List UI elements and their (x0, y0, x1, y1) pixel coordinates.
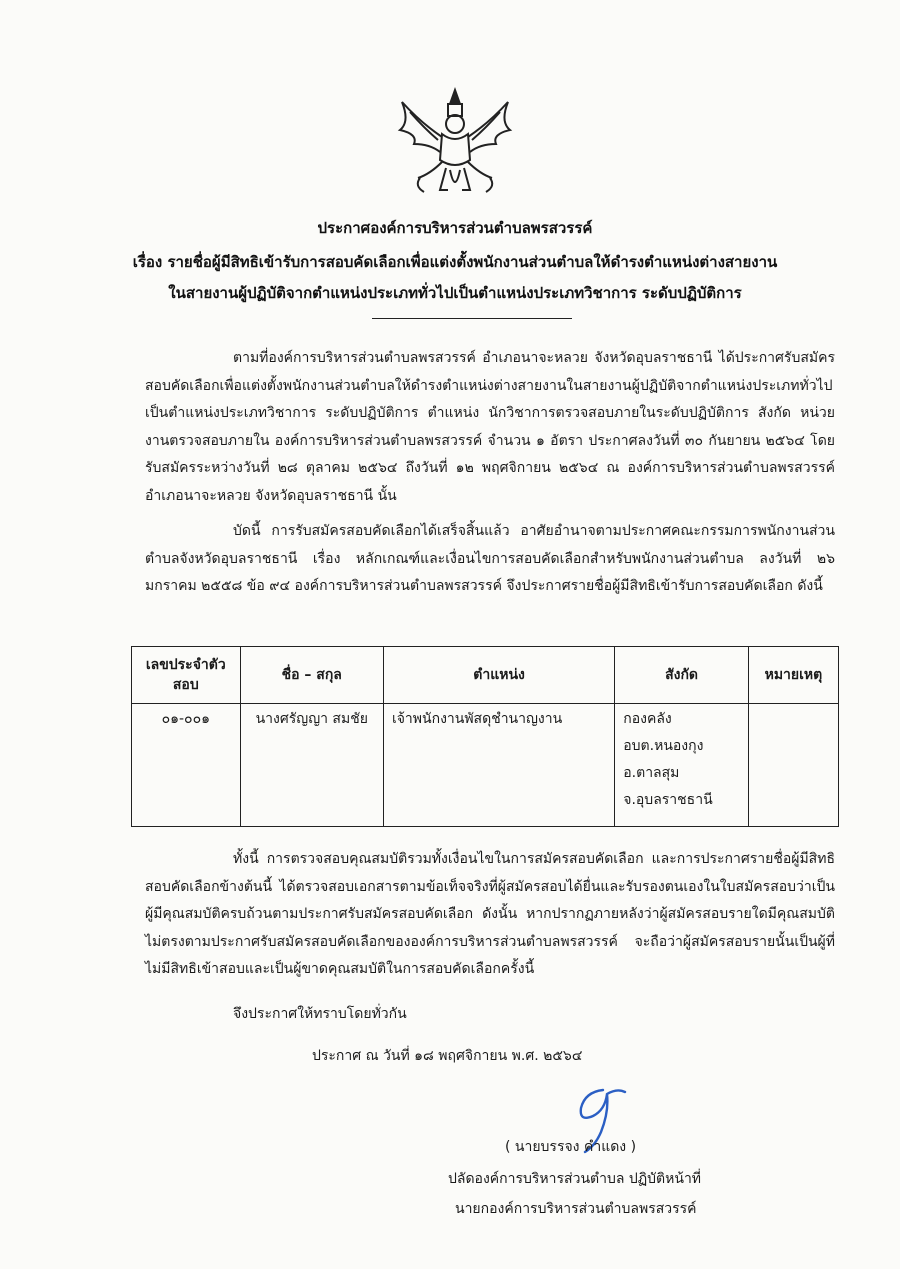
paragraph-conditions (145, 846, 835, 984)
signatory-org-title: นายกองค์การบริหารส่วนตำบลพรสวรรค์ (455, 1201, 697, 1217)
paragraph-announcement-text: บัดนี้ การรับสมัครสอบคัดเลือกได้เสร็จสิ้นแล้ว อาศัยอำนาจตามประกาศคณะกรรมการพนักงานส่วนตำบลจังหวัดอุบลราชธานี เรื่อง หลักเกณฑ์และเงื่อนไขการสอบคัดเลือกสำหรับพนักงานส่วนตำบล ลงวันที่ ๒๖ มกราคม ๒๕๕๘ ข้อ ๙๔ องค์การบริหารส่วนตำบลพรสวรรค์ จึงประกาศรายชื่อผู้มีสิทธิเข้ารับการสอบคัดเลือก ดังนี้ (145, 523, 835, 594)
affiliation-line: อบต.หนองกุง (623, 738, 704, 754)
title-divider (372, 318, 572, 319)
affiliation-line: อ.ตาลสุม (623, 765, 680, 781)
col-header-exam-id: เลขประจำตัวสอบ (132, 647, 241, 704)
cell-position: เจ้าพนักงานพัสดุชำนาญงาน (383, 704, 614, 827)
announcement-subject: เรื่อง รายชื่อผู้มีสิทธิเข้ารับการสอบคัดเลือกเพื่อแต่งตั้งพนักงานส่วนตำบลให้ดำรงตำแหน่งต่างสายงาน (132, 253, 778, 271)
cell-exam-id: ๐๑-๐๐๑ (132, 704, 241, 827)
cell-remark (748, 704, 838, 827)
col-header-name: ชื่อ – สกุล (240, 647, 383, 704)
affiliation-line: กองคลัง (623, 711, 672, 727)
signatory-title: ปลัดองค์การบริหารส่วนตำบล ปฏิบัติหน้าที่ (448, 1171, 702, 1187)
table-row (132, 704, 839, 827)
announcement-title: ประกาศองค์การบริหารส่วนตำบลพรสวรรค์ (317, 219, 593, 237)
paragraph-conditions-text: ทั้งนี้ การตรวจสอบคุณสมบัติรวมทั้งเงื่อนไขในการสมัครสอบคัดเลือก และการประกาศรายชื่อผู้มีสิทธิสอบคัดเลือกข้างต้นนี้ ได้ตรวจสอบเอกสารตามข้อเท็จจริงที่ผู้สมัครสอบได้ยื่นและรับรองตนเองในใบสมัครสอบว่าเป็นผู้มีคุณสมบัติครบถ้วนตามประกาศรับสมัครสอบคัดเลือก ดังนั้น หากปรากฏภายหลังว่าผู้สมัครสอบรายใดมีคุณสมบัติไม่ตรงตามประกาศรับสมัครสอบคัดเลือกขององค์การบริหารส่วนตำบลพรสวรรค์ จะถือว่าผู้สมัครสอบรายนั้นเป็นผู้ที่ไม่มีสิทธิเข้าสอบและเป็นผู้ขาดคุณสมบัติในการสอบคัดเลือกครั้งนี้ (145, 851, 835, 977)
col-header-remark: หมายเหตุ (748, 647, 838, 704)
paragraph-announcement (145, 518, 835, 601)
paragraph-background (145, 345, 835, 510)
col-header-position: ตำแหน่ง (383, 647, 614, 704)
cell-name: นางศรัญญา สมชัย (240, 704, 383, 827)
cell-affiliation (615, 704, 749, 827)
col-header-affiliation: สังกัด (615, 647, 749, 704)
announcement-date: ประกาศ ณ วันที่ ๑๘ พฤศจิกายน พ.ศ. ๒๕๖๔ (312, 1048, 583, 1064)
paragraph-background-text: ตามที่องค์การบริหารส่วนตำบลพรสวรรค์ อำเภอนาจะหลวย จังหวัดอุบลราชธานี ได้ประกาศรับสมัครสอบคัดเลือกเพื่อแต่งตั้งพนักงานส่วนตำบลให้ดำรงตำแหน่งต่างสายงานในสายงานผู้ปฏิบัติจากตำแหน่งประเภททั่วไปเป็นตำแหน่งประเภทวิชาการ ระดับปฏิบัติการ ตำแหน่ง นักวิชาการตรวจสอบภายในระดับปฏิบัติการ สังกัด หน่วยงานตรวจสอบภายใน องค์การบริหารส่วนตำบลพรสวรรค์ จำนวน ๑ อัตรา ประกาศลงวันที่ ๓๐ กันยายน ๒๕๖๔ โดยรับสมัครระหว่างวันที่ ๒๘ ตุลาคม ๒๕๖๔ ถึงวันที่ ๑๒ พฤศจิกายน ๒๕๖๔ ณ องค์การบริหารส่วนตำบลพรสวรรค์ อำเภอนาจะหลวย จังหวัดอุบลราชธานี นั้น (145, 350, 835, 504)
affiliation-line: จ.อุบลราชธานี (623, 792, 713, 808)
signatory-name: ( นายบรรจง คำแดง ) (505, 1139, 637, 1155)
announcement-subject-continued: ในสายงานผู้ปฏิบัติจากตำแหน่งประเภททั่วไปเป็นตำแหน่งประเภทวิชาการ ระดับปฏิบัติการ (168, 284, 742, 302)
table-header-row (132, 647, 839, 704)
closing-statement: จึงประกาศให้ทราบโดยทั่วกัน (233, 1006, 407, 1022)
candidate-table (131, 646, 839, 827)
garuda-emblem-icon (380, 82, 530, 204)
